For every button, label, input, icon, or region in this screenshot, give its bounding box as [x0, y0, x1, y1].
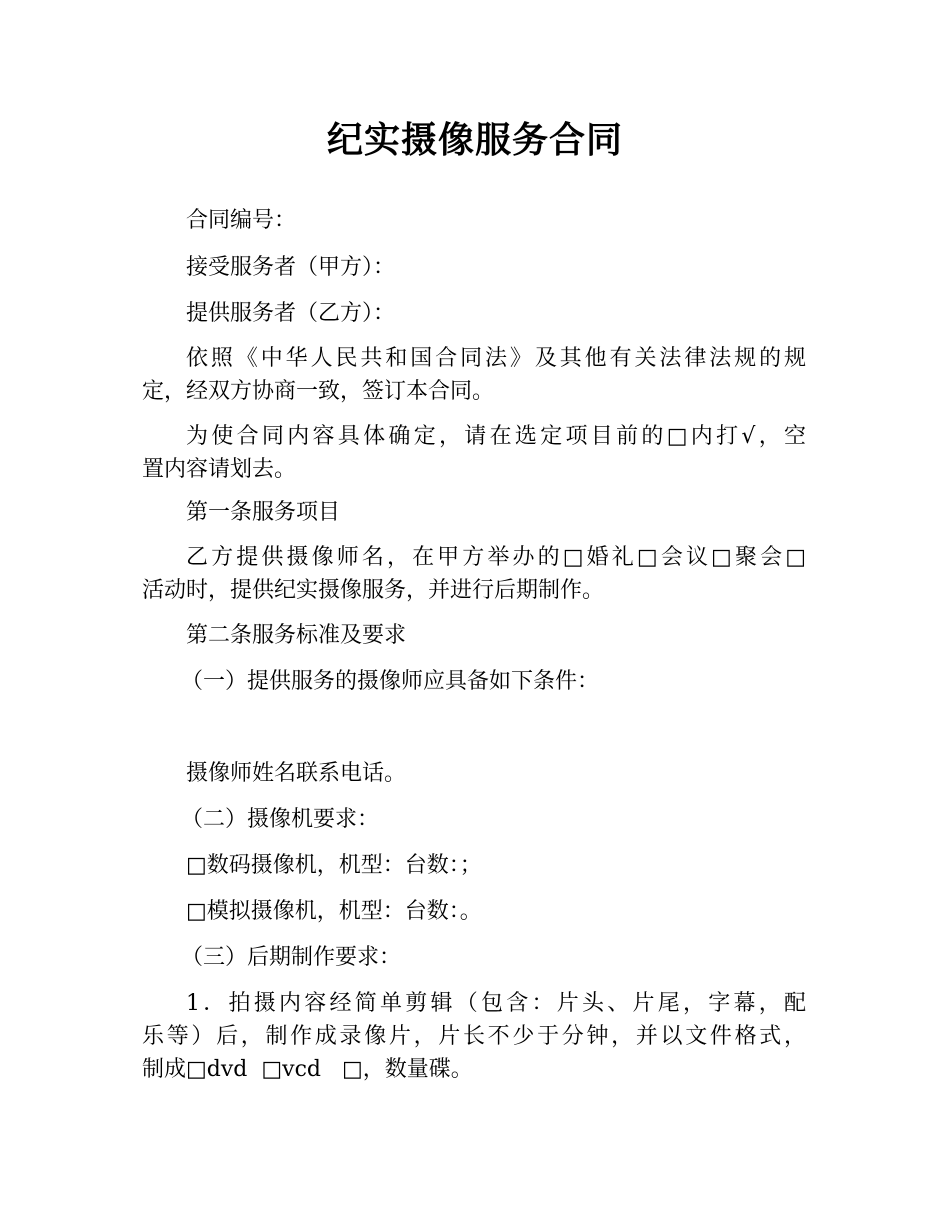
digital-camera-line: □数码摄像机，机型：台数：； [186, 853, 482, 878]
basis-line-2: 定，经双方协商一致，签订本合同。 [142, 379, 495, 404]
instruction-line-2: 置内容请划去。 [142, 457, 297, 482]
videographer-line: 摄像师姓名联系电话。 [186, 761, 407, 786]
post-production-line-1: 1．拍摄内容经简单剪辑（包含：片头、片尾，字幕，配 [186, 991, 806, 1016]
instruction-paragraph [142, 420, 806, 486]
instruction-line-1: 为使合同内容具体确定，请在选定项目前的□内打√，空 [186, 424, 806, 449]
article-1-line-2: 活动时，提供纪实摄像服务，并进行后期制作。 [142, 578, 605, 603]
item-2-heading: （二）摄像机要求： [181, 807, 380, 832]
article-2-heading: 第二条服务标准及要求 [186, 623, 407, 648]
analog-camera-line: □模拟摄像机，机型：台数：。 [186, 899, 482, 924]
article-1-line-1: 乙方提供摄像师名，在甲方举办的□婚礼□会议□聚会□ [186, 545, 806, 570]
item-1-heading: （一）提供服务的摄像师应具备如下条件： [181, 669, 600, 694]
party-a-field: 接受服务者（甲方）： [186, 255, 396, 280]
basis-line-1: 依照《中华人民共和国合同法》及其他有关法律法规的规 [186, 346, 806, 371]
party-b-field: 提供服务者（乙方）： [186, 301, 396, 326]
item-3-heading: （三）后期制作要求： [181, 945, 402, 970]
contract-number-field: 合同编号： [186, 208, 297, 233]
basis-paragraph [142, 342, 806, 408]
article-1-heading: 第一条服务项目 [186, 500, 341, 525]
article-1-paragraph [142, 541, 806, 607]
post-production-paragraph [142, 987, 806, 1086]
post-production-line-2: 乐等）后，制作成录像片，片长不少于分钟，并以文件格式， [142, 1024, 806, 1049]
document-title: 纪实摄像服务合同 [326, 120, 623, 161]
post-production-line-3: 制成□dvd □vcd □，数量碟。 [142, 1057, 473, 1082]
